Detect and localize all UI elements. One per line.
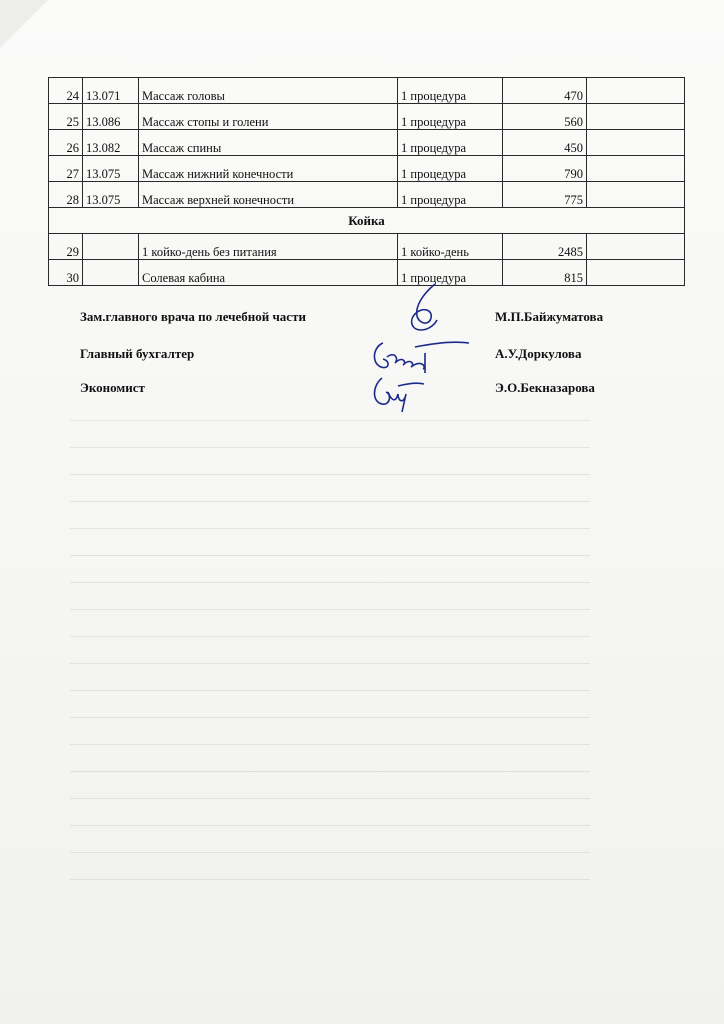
service-name: Массаж верхней конечности bbox=[139, 182, 398, 208]
service-name: Массаж спины bbox=[139, 130, 398, 156]
bleed-through-lines bbox=[70, 420, 590, 940]
signature-line-economist bbox=[80, 380, 640, 400]
signature-line-accountant bbox=[80, 346, 640, 366]
service-price: 815 bbox=[503, 260, 587, 286]
service-unit: 1 процедура bbox=[398, 156, 503, 182]
row-number: 25 bbox=[49, 104, 83, 130]
table-row bbox=[49, 182, 685, 208]
table-row bbox=[49, 260, 685, 286]
service-code: 13.071 bbox=[83, 78, 139, 104]
empty-cell bbox=[587, 182, 685, 208]
empty-cell bbox=[587, 156, 685, 182]
service-price: 2485 bbox=[503, 234, 587, 260]
signatory-name: А.У.Доркулова bbox=[495, 346, 582, 361]
service-price: 470 bbox=[503, 78, 587, 104]
signatory-name: М.П.Байжуматова bbox=[495, 309, 604, 324]
row-number: 26 bbox=[49, 130, 83, 156]
service-price: 560 bbox=[503, 104, 587, 130]
service-code bbox=[83, 260, 139, 286]
service-unit: 1 процедура bbox=[398, 182, 503, 208]
table-row bbox=[49, 234, 685, 260]
table-row bbox=[49, 156, 685, 182]
service-price: 775 bbox=[503, 182, 587, 208]
service-code: 13.075 bbox=[83, 182, 139, 208]
service-name: Массаж стопы и голени bbox=[139, 104, 398, 130]
price-table bbox=[48, 77, 685, 286]
signatory-title: Экономист bbox=[80, 380, 145, 395]
row-number: 28 bbox=[49, 182, 83, 208]
handwritten-signature-3 bbox=[368, 368, 428, 414]
signatory-title: Зам.главного врача по лечебной части bbox=[80, 309, 306, 324]
service-code bbox=[83, 234, 139, 260]
empty-cell bbox=[587, 104, 685, 130]
signature-line-deputy bbox=[80, 309, 640, 329]
service-unit: 1 процедура bbox=[398, 130, 503, 156]
row-number: 27 bbox=[49, 156, 83, 182]
service-unit: 1 процедура bbox=[398, 104, 503, 130]
row-number: 30 bbox=[49, 260, 83, 286]
row-number: 29 bbox=[49, 234, 83, 260]
empty-cell bbox=[587, 234, 685, 260]
service-code: 13.082 bbox=[83, 130, 139, 156]
service-price: 450 bbox=[503, 130, 587, 156]
section-heading: Койка bbox=[49, 208, 685, 234]
section-row bbox=[49, 208, 685, 234]
row-number: 24 bbox=[49, 78, 83, 104]
signatory-name: Э.О.Бекназарова bbox=[495, 380, 595, 395]
empty-cell bbox=[587, 130, 685, 156]
table-row bbox=[49, 104, 685, 130]
service-code: 13.086 bbox=[83, 104, 139, 130]
service-name: Солевая кабина bbox=[139, 260, 398, 286]
service-unit: 1 процедура bbox=[398, 78, 503, 104]
table-row bbox=[49, 130, 685, 156]
service-name: 1 койко-день без питания bbox=[139, 234, 398, 260]
empty-cell bbox=[587, 260, 685, 286]
service-name: Массаж головы bbox=[139, 78, 398, 104]
service-price: 790 bbox=[503, 156, 587, 182]
folded-corner bbox=[0, 0, 48, 48]
service-code: 13.075 bbox=[83, 156, 139, 182]
service-unit: 1 койко-день bbox=[398, 234, 503, 260]
signatory-title: Главный бухгалтер bbox=[80, 346, 195, 361]
service-name: Массаж нижний конечности bbox=[139, 156, 398, 182]
table-row bbox=[49, 78, 685, 104]
service-unit: 1 процедура bbox=[398, 260, 503, 286]
handwritten-signature-1 bbox=[395, 280, 455, 340]
empty-cell bbox=[587, 78, 685, 104]
